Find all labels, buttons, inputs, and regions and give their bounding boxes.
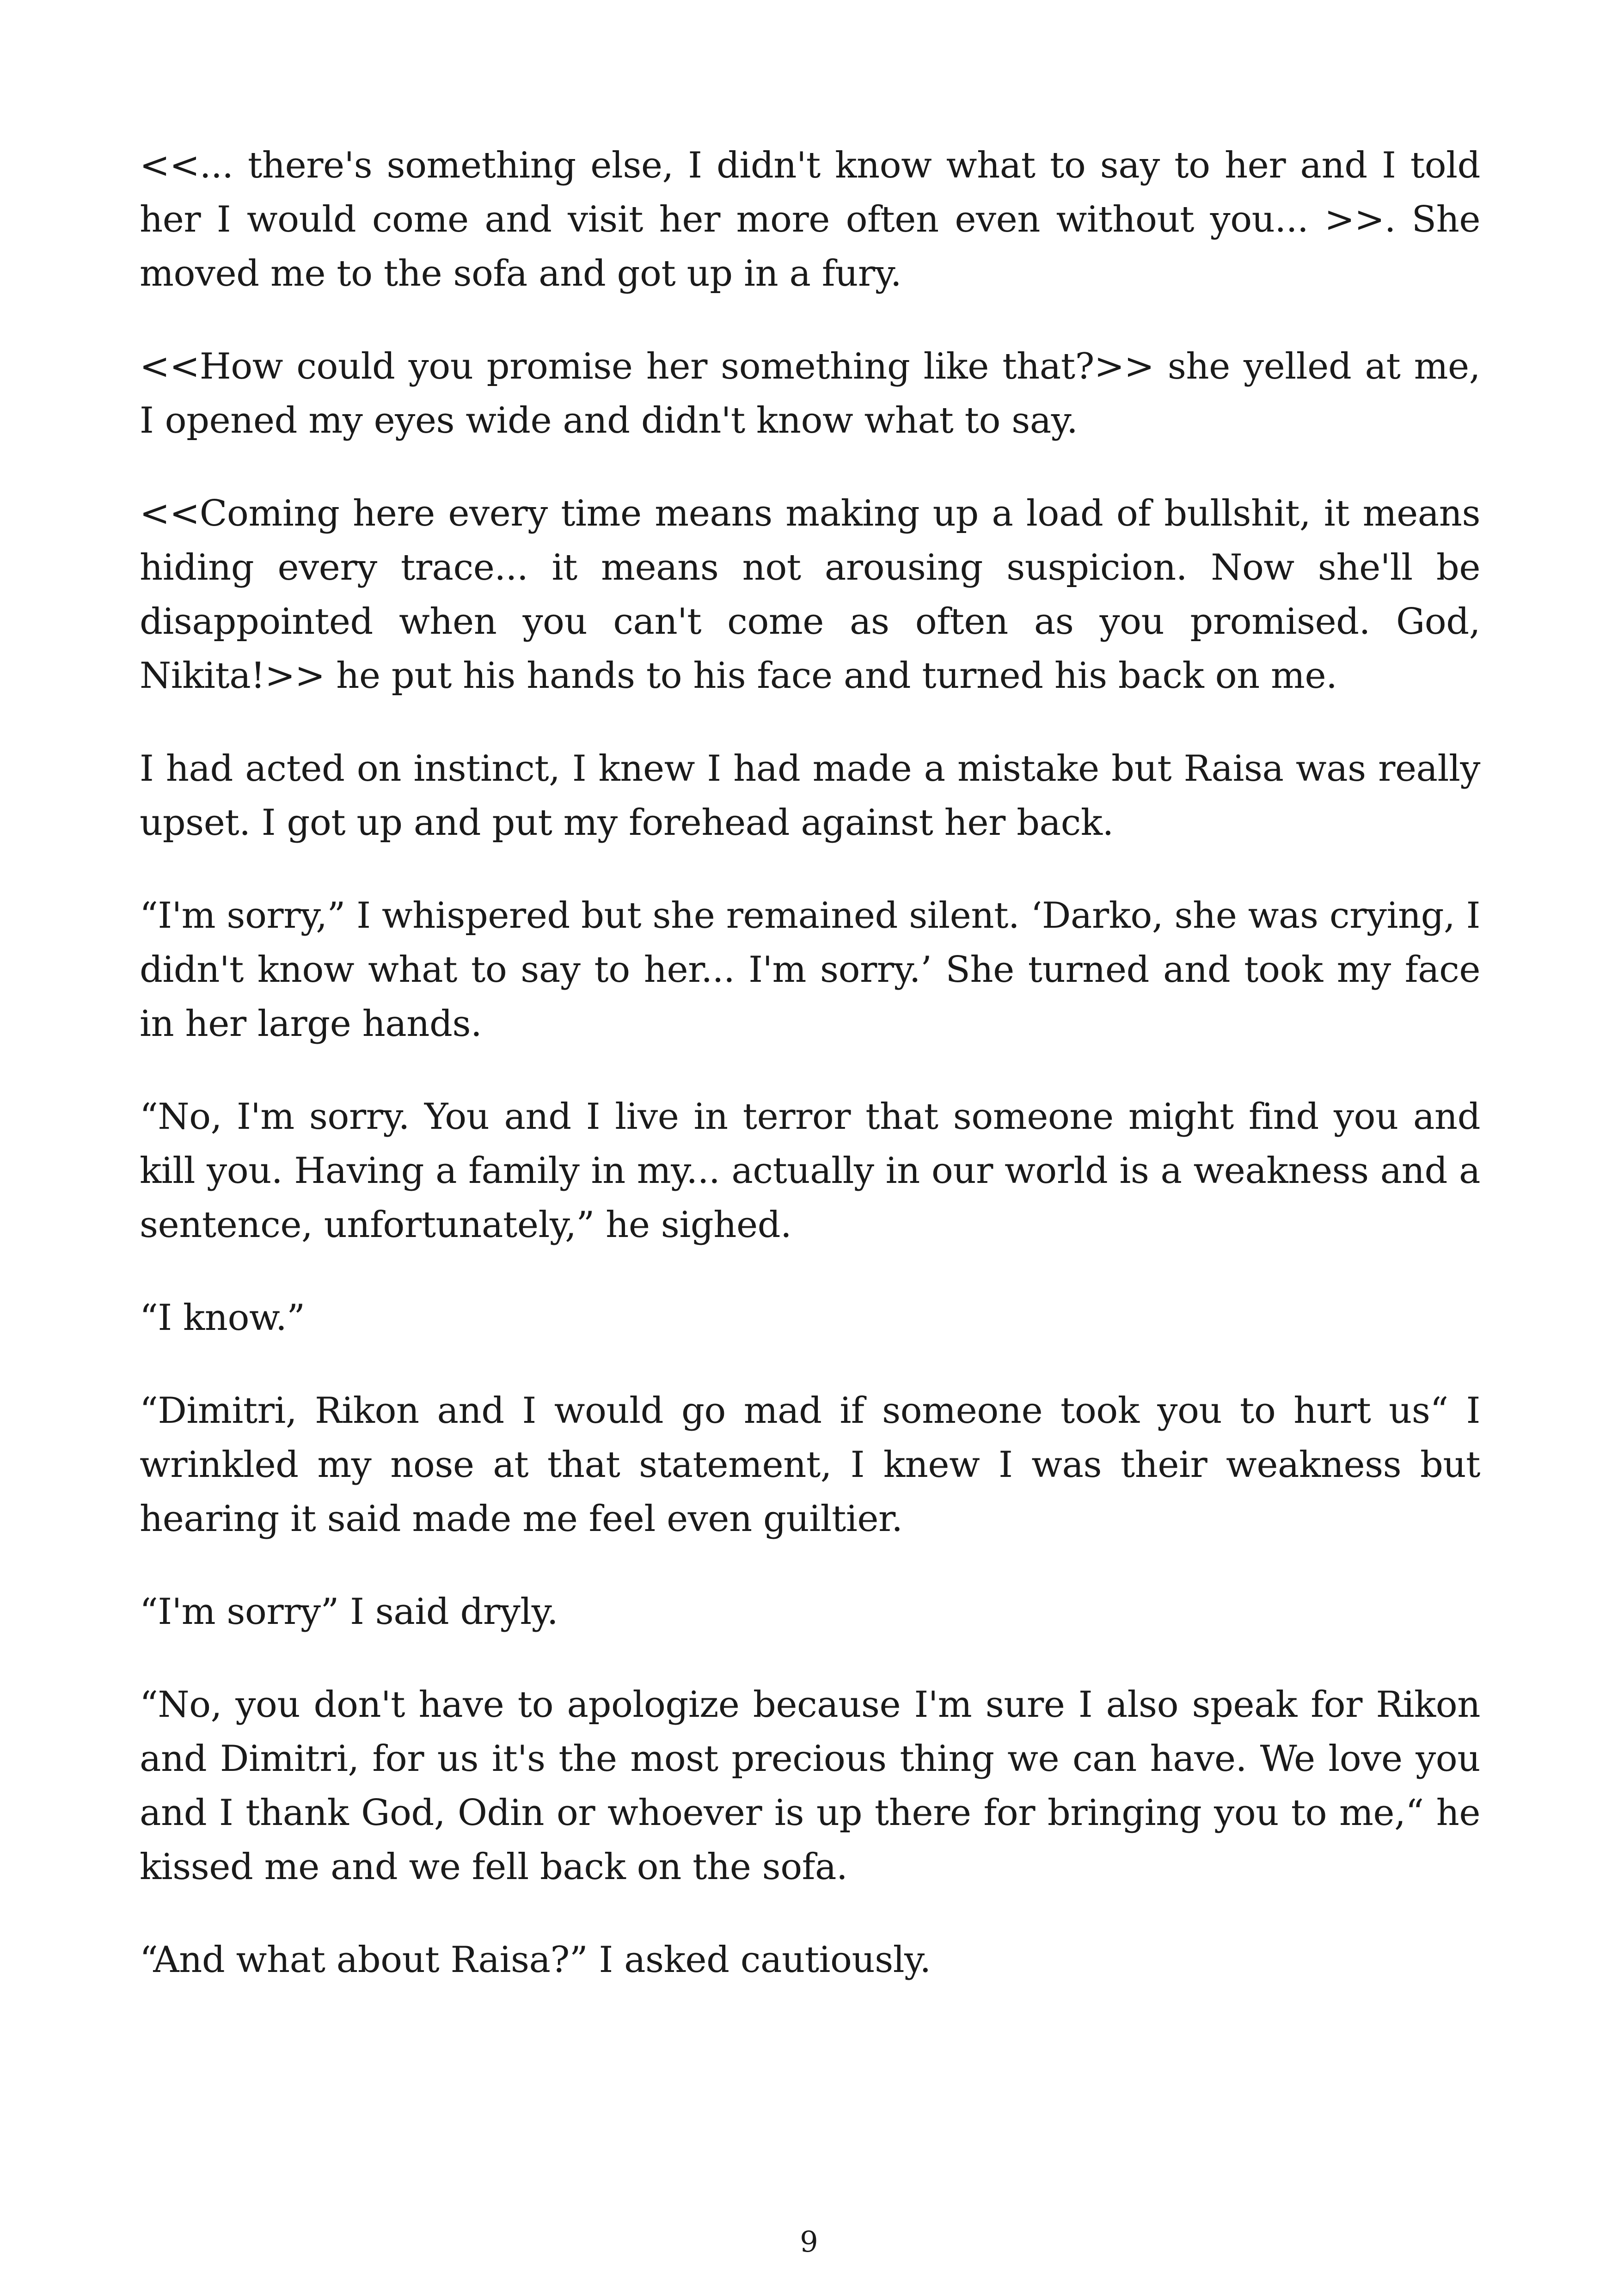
paragraph-2: <<How could you promise her something like that?>> she yelled at me, I opened my eyes wide and didn't know what to say. — [140, 346, 1480, 441]
paragraph-10: “No, you don't have to apologize because I'm sure I also speak for Rikon and Dimitri, for us it's the most precious thing we can have. We love you and I thank God, Odin or whoever is up there for bringing you to me,“ he kissed me and we fell back on the sofa. — [140, 1684, 1480, 1888]
paragraph-5: “I'm sorry,” I whispered but she remained silent. ‘Darko, she was crying, I didn't know what to say to her... I'm sorry.’ She turned and took my face in her large hands. — [140, 895, 1480, 1045]
paragraph-7: “I know.” — [140, 1297, 305, 1339]
paragraph-11: “And what about Raisa?” I asked cautiously. — [140, 1939, 931, 1981]
body-text — [140, 139, 1480, 2026]
paragraph-4: I had acted on instinct, I knew I had made a mistake but Raisa was really upset. I got up and put my forehead against her back. — [140, 748, 1480, 844]
page-number: 9 — [800, 2225, 818, 2259]
paragraph-8: “Dimitri, Rikon and I would go mad if someone took you to hurt us“ I wrinkled my nose at that statement, I knew I was their weakness but hearing it said made me feel even guiltier. — [140, 1390, 1480, 1540]
paragraph-9: “I'm sorry” I said dryly. — [140, 1591, 558, 1633]
paragraph-3: <<Coming here every time means making up a load of bullshit, it means hiding every trace... it means not arousing suspicion. Now she'll be disappointed when you can't come as often as you promised. God, Nikita!>> he put his hands to his face and turned his back on me. — [140, 493, 1480, 697]
paragraph-6: “No, I'm sorry. You and I live in terror that someone might find you and kill you. Having a family in my... actually in our world is a weakness and a sentence, unfortunately,” he sighed. — [140, 1096, 1480, 1246]
paragraph-1: <<... there's something else, I didn't know what to say to her and I told her I would come and visit her more often even without you... >>. She moved me to the sofa and got up in a fury. — [140, 145, 1480, 294]
